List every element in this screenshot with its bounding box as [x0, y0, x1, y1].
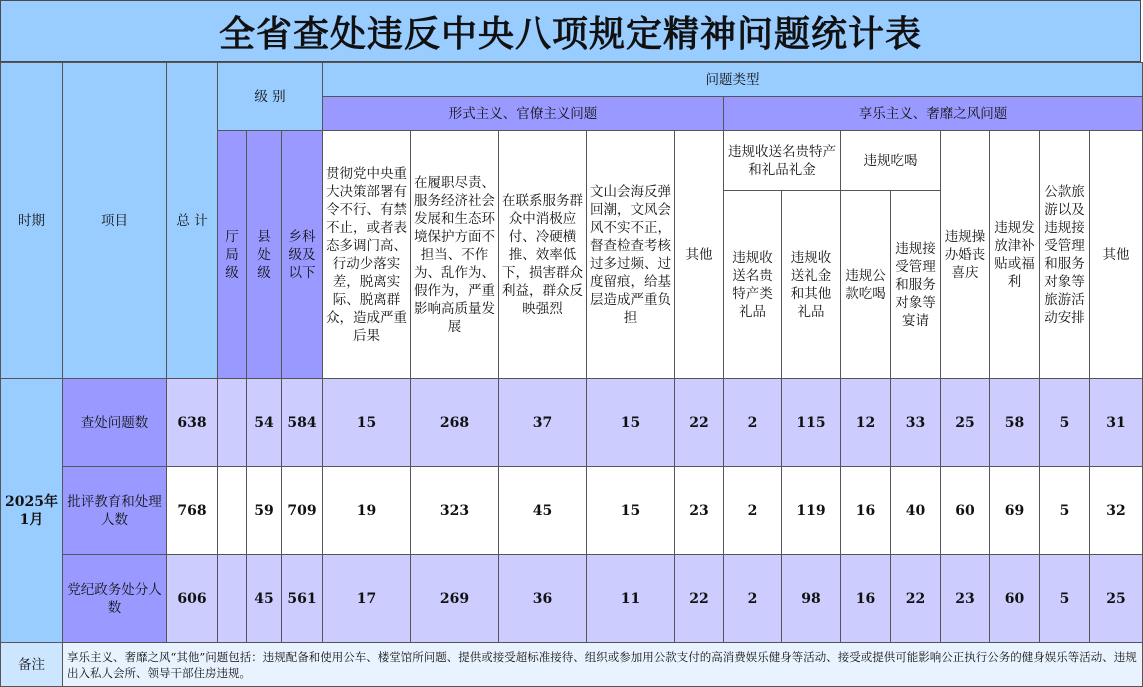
cell-xian: 59 [247, 467, 282, 555]
cell-h5: 60 [941, 467, 990, 555]
header-formalism-other: 其他 [675, 131, 724, 379]
header-total: 总 计 [167, 63, 218, 379]
header-level-ting: 厅局级 [218, 131, 247, 379]
header-gift-group: 违规收送名贵特产和礼品礼金 [724, 131, 841, 191]
header-level: 级 别 [218, 63, 323, 131]
cell-total: 638 [167, 379, 218, 467]
header-item: 项目 [63, 63, 167, 379]
cell-h2: 98 [782, 555, 841, 643]
cell-h5: 23 [941, 555, 990, 643]
header-formalism-2: 在履职尽责、服务经济社会发展和生态环境保护方面不担当、不作为、乱作为、假作为，严重影响高质量发展 [411, 131, 499, 379]
cell-f3: 45 [499, 467, 587, 555]
cell-ting [218, 467, 247, 555]
cell-h6: 69 [990, 467, 1040, 555]
cell-h6: 60 [990, 555, 1040, 643]
table-row [1, 555, 1143, 643]
cell-total: 606 [167, 555, 218, 643]
cell-f5: 22 [675, 555, 724, 643]
cell-h1: 2 [724, 379, 782, 467]
cell-f4: 15 [587, 379, 675, 467]
cell-xiang: 584 [282, 379, 323, 467]
cell-h8: 25 [1090, 555, 1143, 643]
cell-h2: 119 [782, 467, 841, 555]
table-row [1, 467, 1143, 555]
cell-xian: 45 [247, 555, 282, 643]
row-label: 查处问题数 [63, 379, 167, 467]
table-row [1, 379, 1143, 467]
header-eat-a: 违规公款吃喝 [841, 191, 891, 379]
cell-h4: 22 [891, 555, 941, 643]
cell-h2: 115 [782, 379, 841, 467]
cell-xian: 54 [247, 379, 282, 467]
cell-h3: 12 [841, 379, 891, 467]
cell-h3: 16 [841, 467, 891, 555]
header-subsidy: 违规发放津补贴或福利 [990, 131, 1040, 379]
cell-f2: 268 [411, 379, 499, 467]
cell-f3: 37 [499, 379, 587, 467]
cell-h6: 58 [990, 379, 1040, 467]
cell-f2: 323 [411, 467, 499, 555]
cell-f1: 17 [323, 555, 411, 643]
header-wedding: 违规操办婚丧喜庆 [941, 131, 990, 379]
cell-h4: 40 [891, 467, 941, 555]
cell-h7: 5 [1040, 379, 1090, 467]
cell-f1: 15 [323, 379, 411, 467]
cell-xiang: 709 [282, 467, 323, 555]
header-level-xiang: 乡科级及以下 [282, 131, 323, 379]
cell-total: 768 [167, 467, 218, 555]
header-eat-b: 违规接受管理和服务对象等宴请 [891, 191, 941, 379]
header-hedonism-group: 享乐主义、奢靡之风问题 [724, 97, 1143, 131]
header-formalism-3: 在联系服务群众中消极应付、冷硬横推、效率低下，损害群众利益，群众反映强烈 [499, 131, 587, 379]
cell-h4: 33 [891, 379, 941, 467]
cell-f1: 19 [323, 467, 411, 555]
header-formalism-4: 文山会海反弹回潮，文风会风不实不正，督查检查考核过多过频、过度留痕，给基层造成严重负担 [587, 131, 675, 379]
header-level-xian: 县处级 [247, 131, 282, 379]
cell-h5: 25 [941, 379, 990, 467]
cell-f5: 22 [675, 379, 724, 467]
statistics-table [0, 62, 1143, 687]
header-formalism-group: 形式主义、官僚主义问题 [323, 97, 724, 131]
cell-f2: 269 [411, 555, 499, 643]
cell-h8: 32 [1090, 467, 1143, 555]
cell-xiang: 561 [282, 555, 323, 643]
header-gift-a: 违规收送名贵特产类礼品 [724, 191, 782, 379]
header-period: 时期 [1, 63, 63, 379]
header-travel: 公款旅游以及违规接受管理和服务对象等旅游活动安排 [1040, 131, 1090, 379]
cell-f4: 15 [587, 467, 675, 555]
remarks-label: 备注 [1, 643, 63, 687]
header-gift-b: 违规收送礼金和其他礼品 [782, 191, 841, 379]
cell-ting [218, 379, 247, 467]
remarks-row [1, 643, 1143, 687]
page-title: 全省查处违反中央八项规定精神问题统计表 [0, 0, 1141, 62]
cell-ting [218, 555, 247, 643]
header-eat-group: 违规吃喝 [841, 131, 941, 191]
cell-h1: 2 [724, 467, 782, 555]
cell-f3: 36 [499, 555, 587, 643]
header-formalism-1: 贯彻党中央重大决策部署有令不行、有禁不止，或者表态多调门高、行动少落实差，脱离实际、脱离群众，造成严重后果 [323, 131, 411, 379]
cell-f4: 11 [587, 555, 675, 643]
cell-h7: 5 [1040, 467, 1090, 555]
cell-h3: 16 [841, 555, 891, 643]
period-cell: 2025年1月 [1, 379, 63, 643]
header-problem-type: 问题类型 [323, 63, 1143, 97]
cell-h1: 2 [724, 555, 782, 643]
row-label: 批评教育和处理人数 [63, 467, 167, 555]
remarks-text: 享乐主义、奢靡之风“其他”问题包括：违规配备和使用公车、楼堂馆所问题、提供或接受超标准接待、组织或参加用公款支付的高消费娱乐健身等活动、接受或提供可能影响公正执行公务的健身娱乐等活动、违规出入私人会所、领导干部住房违规。 [63, 643, 1143, 687]
cell-f5: 23 [675, 467, 724, 555]
header-hedonism-other: 其他 [1090, 131, 1143, 379]
cell-h8: 31 [1090, 379, 1143, 467]
row-label: 党纪政务处分人数 [63, 555, 167, 643]
cell-h7: 5 [1040, 555, 1090, 643]
